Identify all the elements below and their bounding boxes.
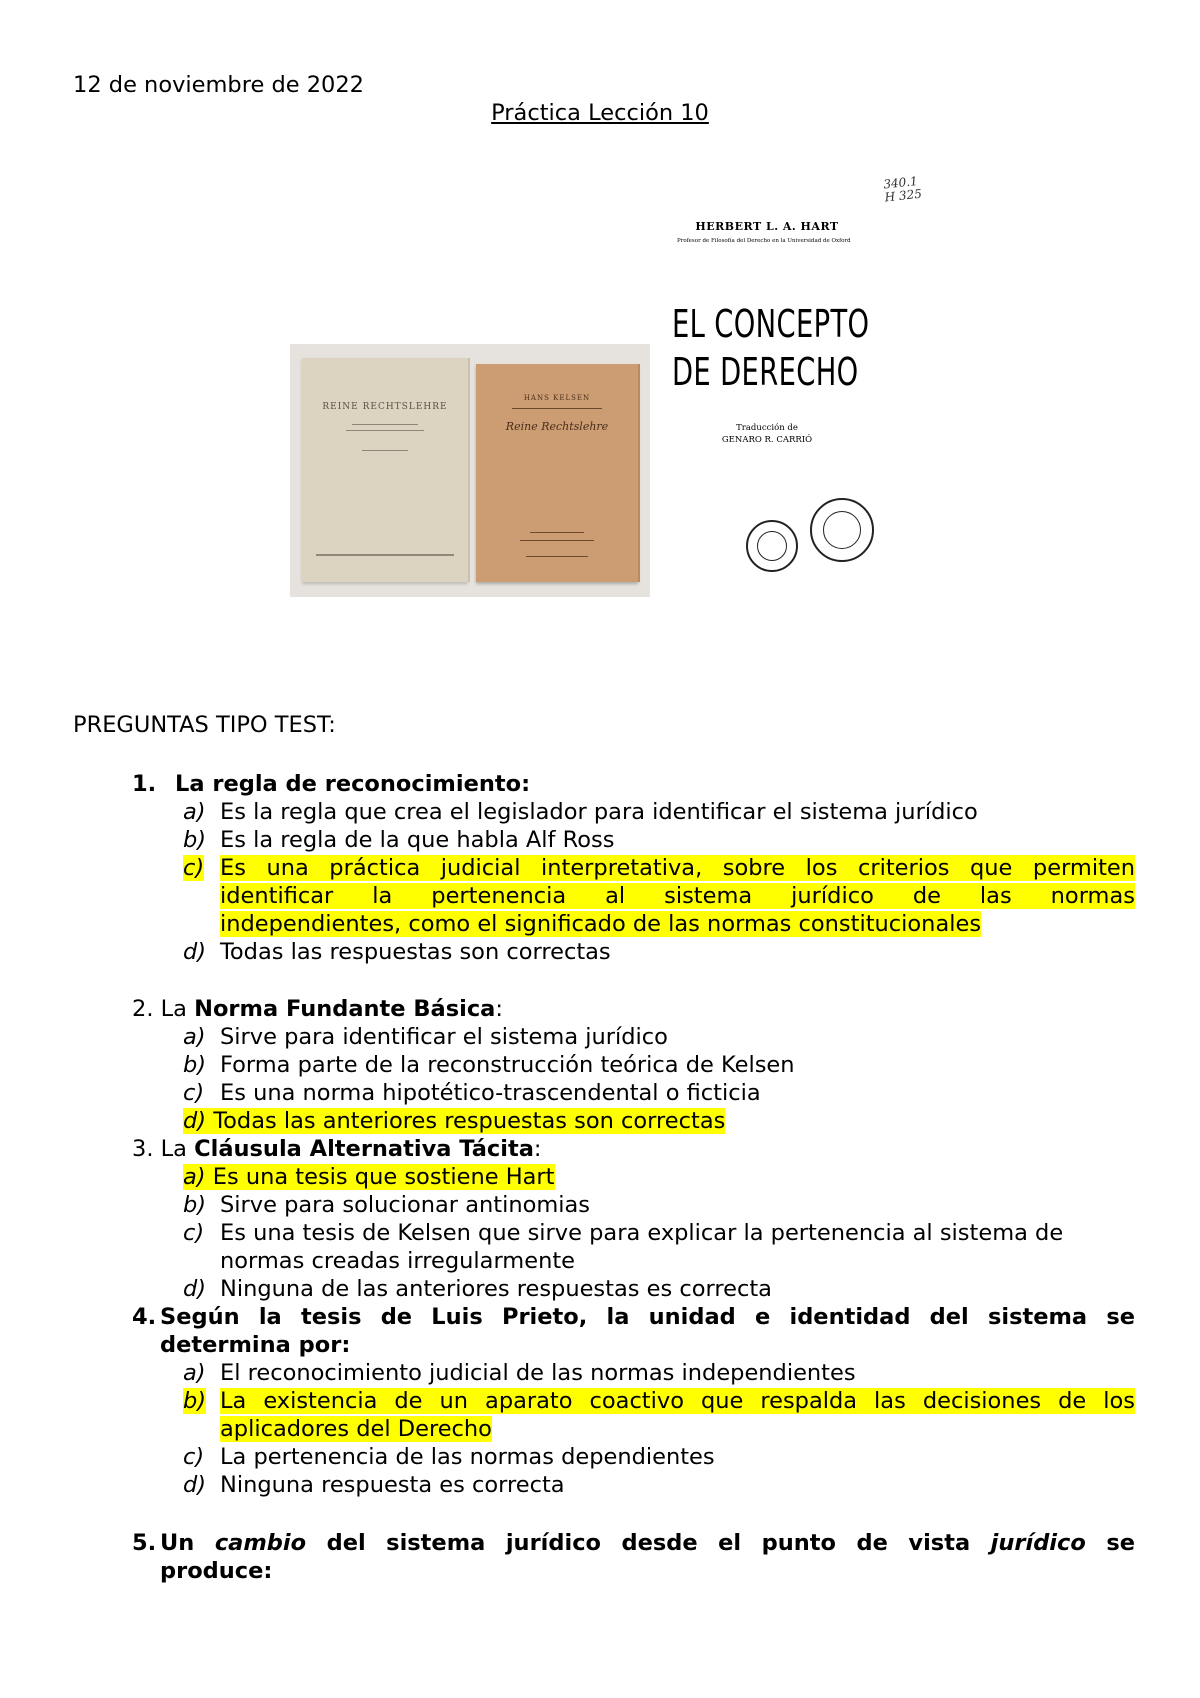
book2-rule <box>512 408 602 409</box>
book1-bottom-rule <box>316 554 454 556</box>
q1-option-a-letter: a) <box>183 799 206 825</box>
books-photo <box>290 344 650 597</box>
q3-option-b-text: Sirve para solucionar antinomias <box>220 1192 591 1218</box>
q4-option-a-letter: a) <box>183 1360 206 1386</box>
section-label: PREGUNTAS TIPO TEST: <box>73 712 336 738</box>
book2-author: HANS KELSEN <box>523 394 591 402</box>
q1-option-c-line1: Es una práctica judicial interpretativa, sobre los criterios que permiten <box>220 855 1135 881</box>
q1-option-c-line3: independientes, como el significado de las normas constitucionales <box>220 911 982 937</box>
library-stamp-left <box>746 520 798 572</box>
book1-title: REINE RECHTSLEHRE <box>322 402 448 412</box>
library-stamp-right <box>810 498 874 562</box>
q2-option-c-letter: c) <box>183 1080 205 1106</box>
q3-option-d-text: Ninguna de las anteriores respuestas es correcta <box>220 1276 772 1302</box>
cover-title-line1: EL CONCEPTO <box>672 302 870 346</box>
question-5-title-line1: Un cambio del sistema jurídico desde el punto de vista jurídico se <box>160 1530 1135 1556</box>
q1-option-a-text: Es la regla que crea el legislador para identificar el sistema jurídico <box>220 799 978 825</box>
q4-option-a-text: El reconocimiento judicial de las normas independientes <box>220 1360 856 1386</box>
q3-option-c-line1: Es una tesis de Kelsen que sirve para explicar la pertenencia al sistema de <box>220 1220 1064 1246</box>
q2-option-a-text: Sirve para identificar el sistema jurídico <box>220 1024 668 1050</box>
q3-option-b-letter: b) <box>183 1192 207 1218</box>
q2-option-c-text: Es una norma hipotético-trascendental o ficticia <box>220 1080 761 1106</box>
question-5-number: 5. <box>132 1530 157 1556</box>
book2-rule <box>526 556 588 557</box>
handwritten-call-number: 340.1 H 325 <box>882 173 923 205</box>
q3-option-c-line2: normas creadas irregularmente <box>220 1248 575 1274</box>
book2-rule <box>520 540 594 541</box>
book2-title: Reine Rechtslehre <box>505 420 609 433</box>
book1-rule <box>352 424 418 425</box>
q1-option-d-letter: d) <box>183 939 207 965</box>
question-3-title: 3. La Cláusula Alternativa Tácita: <box>132 1136 542 1162</box>
book2-rule <box>530 532 584 533</box>
q1-option-c-line2: identificar la pertenencia al sistema jurídico de las normas <box>220 883 1135 909</box>
cover-translation-label: Traducción de <box>736 423 798 433</box>
question-4-title-line2: determina por: <box>160 1332 351 1358</box>
q4-option-d-letter: d) <box>183 1472 207 1498</box>
q1-option-b-letter: b) <box>183 827 207 853</box>
q4-option-d-text: Ninguna respuesta es correcta <box>220 1472 565 1498</box>
q2-option-b-text: Forma parte de la reconstrucción teórica de Kelsen <box>220 1052 795 1078</box>
question-2-title: 2. La Norma Fundante Básica: <box>132 996 503 1022</box>
q4-option-b-letter: b) <box>183 1388 207 1414</box>
cover-author: HERBERT L. A. HART <box>695 220 839 233</box>
document-title: Práctica Lección 10 <box>491 100 709 126</box>
book-kelsen-cover <box>476 364 638 582</box>
cover-author-subtitle: Profesor de Filosofía del Derecho en la Universidad de Oxford <box>677 238 851 244</box>
cover-translator: GENARO R. CARRIÓ <box>721 435 813 445</box>
question-5-title-line2: produce: <box>160 1558 273 1584</box>
hart-book-cover <box>662 173 923 596</box>
q4-option-b-line1: La existencia de un aparato coactivo que respalda las decisiones de los <box>220 1388 1135 1414</box>
cover-title-line2: DE DERECHO <box>672 350 859 394</box>
question-1-number: 1. <box>132 771 157 797</box>
question-4-number: 4. <box>132 1304 157 1330</box>
q1-option-d-text: Todas las respuestas son correctas <box>220 939 611 965</box>
q1-option-c-letter: c) <box>183 855 205 881</box>
q2-option-a-letter: a) <box>183 1024 206 1050</box>
document-date: 12 de noviembre de 2022 <box>73 72 364 98</box>
cover-translation <box>662 422 872 446</box>
q4-option-c-text: La pertenencia de las normas dependientes <box>220 1444 715 1470</box>
q2-option-b-letter: b) <box>183 1052 207 1078</box>
book1-rule <box>346 430 424 431</box>
q1-option-b-text: Es la regla de la que habla Alf Ross <box>220 827 615 853</box>
question-1-title: La regla de reconocimiento: <box>175 771 531 797</box>
q4-option-c-letter: c) <box>183 1444 205 1470</box>
cover-title <box>672 300 869 396</box>
book1-rule <box>362 450 408 451</box>
q3-option-c-letter: c) <box>183 1220 205 1246</box>
question-4-title-line1: Según la tesis de Luis Prieto, la unidad e identidad del sistema se <box>160 1304 1135 1330</box>
q3-option-d-letter: d) <box>183 1276 207 1302</box>
q2-option-d: d) Todas las anteriores respuestas son correctas <box>183 1108 726 1134</box>
book-reine-rechtslehre-cover <box>302 358 468 582</box>
q3-option-a: a) Es una tesis que sostiene Hart <box>183 1164 555 1190</box>
q4-option-b-line2: aplicadores del Derecho <box>220 1416 492 1442</box>
